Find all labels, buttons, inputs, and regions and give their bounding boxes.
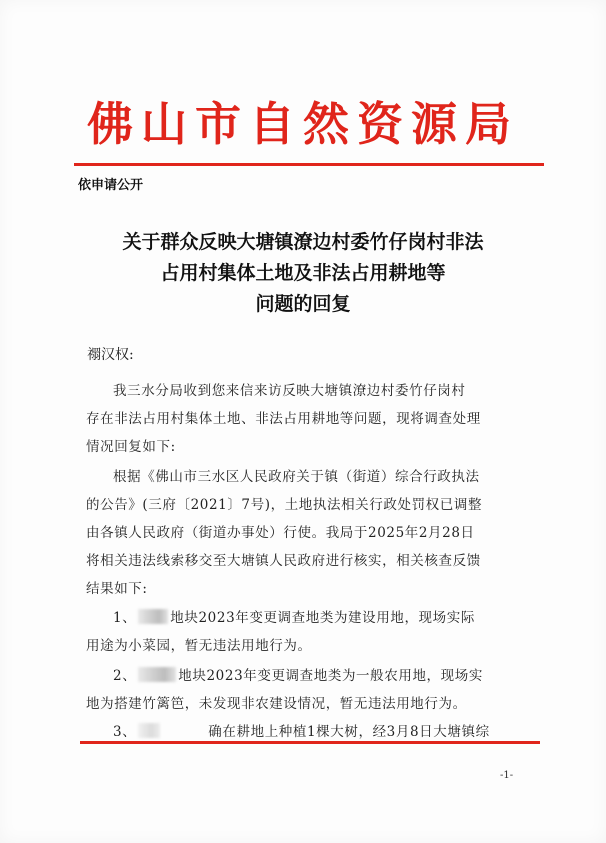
list-item bbox=[113, 606, 553, 626]
header-red-rule bbox=[74, 163, 544, 166]
list-item bbox=[113, 720, 553, 740]
list-item-number: 1、 bbox=[113, 610, 137, 626]
body-line: 地为搭建竹篱笆，未发现非农建设情况，暂无违法用地行为。 bbox=[86, 696, 467, 712]
list-item-text: 地块2023年变更调查地类为一般农用地，现场实 bbox=[178, 668, 483, 684]
body-line: 将相关违法线索移交至大塘镇人民政府进行核实，相关核查反馈 bbox=[86, 553, 481, 569]
redaction-block bbox=[138, 609, 168, 624]
list-item bbox=[113, 664, 553, 684]
disclosure-label: 依申请公开 bbox=[78, 178, 144, 193]
body-line: 根据《佛山市三水区人民政府关于镇（街道）综合行政执法 bbox=[113, 469, 480, 485]
body-line: 的公告》(三府〔2021〕7号)，土地执法相关行政处罚权已调整 bbox=[86, 497, 483, 513]
body-line: 我三水分局收到您来信来访反映大塘镇潦边村委竹仔岗村 bbox=[113, 383, 466, 399]
title-line-1: 关于群众反映大塘镇潦边村委竹仔岗村非法 bbox=[122, 231, 484, 253]
list-item-text: 地块2023年变更调查地类为建设用地，现场实际 bbox=[170, 610, 475, 626]
body-line: 由各镇人民政府（街道办事处）行使。我局于2025年2月28日 bbox=[86, 525, 475, 541]
agency-header: 佛山市自然资源局 bbox=[87, 97, 519, 151]
list-item-text: 确在耕地上种植1棵大树，经3月8日大塘镇综 bbox=[208, 724, 490, 740]
list-item-number: 2、 bbox=[113, 668, 137, 684]
page-number: -1- bbox=[500, 770, 514, 781]
document-title bbox=[0, 227, 606, 320]
list-item-number: 3、 bbox=[113, 724, 137, 740]
footer-red-rule bbox=[80, 741, 540, 744]
title-line-3: 问题的回复 bbox=[255, 293, 351, 315]
body-line: 用途为小菜园，暂无违法用地行为。 bbox=[86, 638, 312, 654]
redaction-block bbox=[138, 667, 176, 682]
salutation: 禤汉权: bbox=[87, 347, 134, 363]
body-line: 存在非法占用村集体土地、非法占用耕地等问题，现将调查处理 bbox=[86, 411, 481, 427]
body-line: 结果如下: bbox=[86, 581, 148, 597]
body-line: 情况回复如下: bbox=[86, 439, 176, 455]
redaction-block bbox=[138, 723, 160, 738]
title-line-2: 占用村集体土地及非法占用耕地等 bbox=[160, 262, 446, 284]
